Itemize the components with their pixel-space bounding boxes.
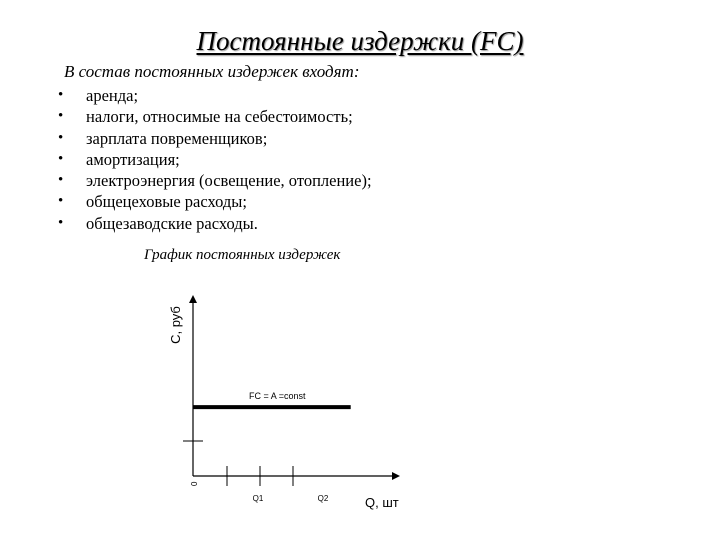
chart-title: График постоянных издержек	[144, 247, 341, 263]
list-item-text: налоги, относимые на себестоимость;	[86, 107, 353, 127]
list-item-text: аренда;	[86, 86, 139, 105]
bullet: •	[58, 129, 64, 146]
bullet: •	[58, 87, 64, 103]
list-item-text: общецеховые расходы;	[86, 192, 247, 212]
origin-label: 0	[190, 481, 199, 486]
series-label: FC = A =const	[249, 391, 306, 401]
y-axis-label: С, руб	[168, 306, 183, 344]
bullet: •	[58, 172, 64, 189]
list-item-text: общезаводские расходы.	[86, 213, 258, 233]
list-item-text: электроэнергия (освещение, отопление);	[86, 171, 372, 191]
x-axis-label: Q, шт	[365, 495, 399, 510]
list-item-text: амортизация;	[86, 149, 180, 169]
x-tick-label-q1: Q1	[252, 494, 264, 503]
bullet: •	[58, 108, 64, 125]
list-item-text: зарплата повременщиков;	[86, 128, 268, 148]
bullet: •	[58, 193, 64, 210]
intro-text: В состав постоянных издержек входят:	[64, 62, 360, 81]
slide-title: Постоянные издержки (FC)	[196, 26, 524, 56]
x-tick-label-q2: Q2	[317, 494, 329, 503]
bullet: •	[58, 214, 64, 231]
bullet: •	[58, 150, 64, 167]
